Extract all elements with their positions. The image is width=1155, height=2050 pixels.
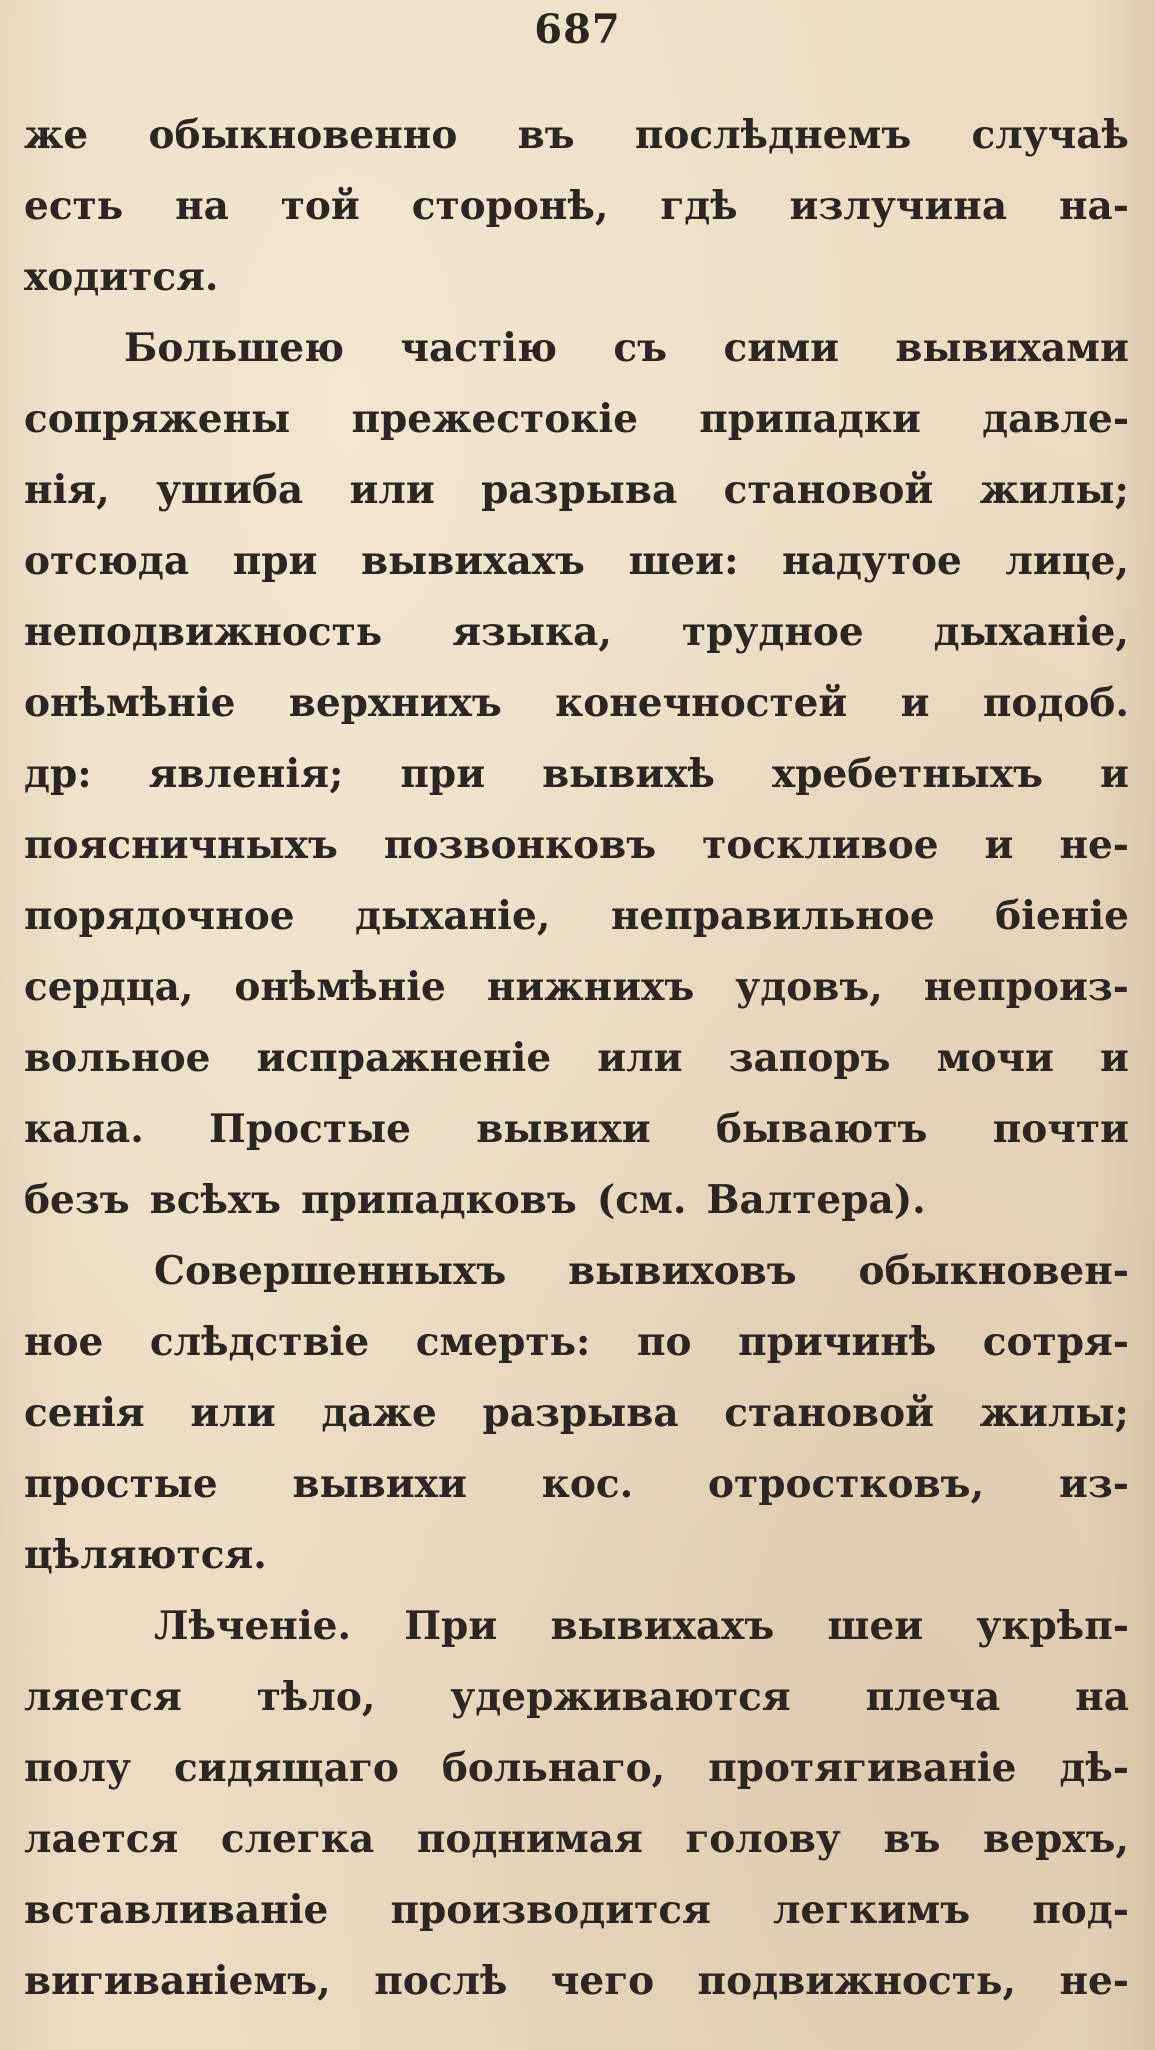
line-word: конечностей bbox=[555, 680, 848, 726]
line-word: по bbox=[636, 1319, 692, 1365]
line-word: безъ bbox=[24, 1177, 130, 1223]
line-word: припадковъ bbox=[301, 1177, 577, 1223]
line-word: сердца, bbox=[24, 964, 194, 1010]
line-word: онѣмѣніе bbox=[24, 680, 236, 726]
line-word: др: bbox=[24, 751, 92, 797]
line-word: вывихи bbox=[292, 1461, 467, 1507]
line-word: или bbox=[190, 1390, 276, 1436]
line-word: голову bbox=[685, 1816, 841, 1862]
line-word: лице, bbox=[1005, 538, 1129, 584]
line-word: кала. bbox=[24, 1106, 144, 1152]
line-word: обыкновен- bbox=[858, 1248, 1129, 1294]
line-word: отсюда bbox=[24, 538, 190, 584]
line-word: тоскливое bbox=[702, 822, 939, 868]
line-word: вывихахъ bbox=[550, 1603, 775, 1649]
line-word: из- bbox=[1058, 1461, 1129, 1507]
line-word: лается bbox=[24, 1816, 179, 1862]
line-word: поясничныхъ bbox=[24, 822, 338, 868]
text-line bbox=[24, 1449, 1129, 1520]
text-line bbox=[24, 1520, 1129, 1591]
text-line bbox=[24, 1094, 1129, 1165]
line-word: вывиховъ bbox=[568, 1248, 797, 1294]
line-word: дѣ- bbox=[1059, 1745, 1129, 1791]
line-text: цѣляются. bbox=[24, 1532, 267, 1578]
line-word: запоръ bbox=[728, 1035, 891, 1081]
line-word: послѣ bbox=[374, 1958, 508, 2004]
line-word: въ bbox=[517, 112, 575, 158]
text-line bbox=[24, 1875, 1129, 1946]
line-word: удерживаются bbox=[450, 1674, 791, 1720]
line-word: смерть: bbox=[415, 1319, 591, 1365]
line-word: Валтера). bbox=[706, 1177, 926, 1223]
line-word: есть bbox=[24, 183, 124, 229]
text-line bbox=[24, 100, 1129, 171]
body-text bbox=[24, 100, 1129, 2017]
line-word: при bbox=[232, 538, 318, 584]
line-word: нижнихъ bbox=[486, 964, 695, 1010]
text-line bbox=[24, 881, 1129, 952]
text-line bbox=[24, 1662, 1129, 1733]
line-word: разрыва bbox=[482, 1390, 679, 1436]
line-word: на- bbox=[1058, 183, 1129, 229]
text-line bbox=[24, 952, 1129, 1023]
line-word: вывихи bbox=[476, 1106, 651, 1152]
line-word: припадки bbox=[699, 396, 921, 442]
line-word: верхъ, bbox=[983, 1816, 1129, 1862]
text-line bbox=[24, 1946, 1129, 2017]
line-word: кос. bbox=[541, 1461, 634, 1507]
text-line bbox=[24, 1591, 1129, 1662]
line-word: больнаго, bbox=[441, 1745, 666, 1791]
line-word: верхнихъ bbox=[288, 680, 502, 726]
line-word: жилы; bbox=[979, 1390, 1129, 1436]
line-word: ушиба bbox=[156, 467, 304, 513]
line-word: и bbox=[1100, 1035, 1129, 1081]
line-word: дыханіе, bbox=[933, 609, 1129, 655]
line-word: вставливаніе bbox=[24, 1887, 329, 1933]
line-word: поднимая bbox=[416, 1816, 643, 1862]
line-word: подоб. bbox=[982, 680, 1129, 726]
line-word: разрыва bbox=[481, 467, 678, 513]
line-word: надутое bbox=[782, 538, 962, 584]
line-word: излучина bbox=[789, 183, 1008, 229]
line-word: тѣло, bbox=[256, 1674, 376, 1720]
line-word: полу bbox=[24, 1745, 132, 1791]
line-word: чего bbox=[550, 1958, 655, 2004]
line-word: сопряжены bbox=[24, 396, 291, 442]
line-word: отростковъ, bbox=[708, 1461, 985, 1507]
page-number: 687 bbox=[534, 6, 621, 53]
text-line bbox=[24, 1023, 1129, 1094]
line-word: съ bbox=[613, 325, 668, 371]
line-word: на bbox=[175, 183, 229, 229]
line-word: сторонѣ, bbox=[411, 183, 609, 229]
line-word: случаѣ bbox=[971, 112, 1129, 158]
line-word: ляется bbox=[24, 1674, 182, 1720]
text-line bbox=[24, 739, 1129, 810]
line-word: же bbox=[24, 112, 89, 158]
line-word: послѣднемъ bbox=[634, 112, 912, 158]
line-word: вольное bbox=[24, 1035, 211, 1081]
text-line bbox=[24, 1165, 1129, 1236]
line-word: легкимъ bbox=[773, 1887, 971, 1933]
line-word: сенія bbox=[24, 1390, 145, 1436]
text-line bbox=[24, 1804, 1129, 1875]
line-word: укрѣп- bbox=[976, 1603, 1129, 1649]
text-line bbox=[24, 1733, 1129, 1804]
line-word: даже bbox=[321, 1390, 437, 1436]
text-line bbox=[24, 242, 1129, 313]
text-line bbox=[24, 1236, 1129, 1307]
line-word: неподвижность bbox=[24, 609, 383, 655]
line-word: неправильное bbox=[610, 893, 935, 939]
line-word: біеніе bbox=[995, 893, 1129, 939]
line-word: ное bbox=[24, 1319, 104, 1365]
text-line bbox=[24, 810, 1129, 881]
line-word: и bbox=[984, 822, 1014, 868]
line-word: при bbox=[400, 751, 486, 797]
line-word: непроиз- bbox=[923, 964, 1129, 1010]
line-word: становой bbox=[724, 1390, 935, 1436]
line-word: хребетныхъ bbox=[771, 751, 1044, 797]
line-word: вывихѣ bbox=[542, 751, 715, 797]
line-word: При bbox=[404, 1603, 498, 1649]
line-word: слѣдствіе bbox=[149, 1319, 370, 1365]
line-word: или bbox=[349, 467, 435, 513]
line-text: ходится. bbox=[24, 254, 219, 300]
line-word: всѣхъ bbox=[149, 1177, 282, 1223]
line-word: (см. bbox=[596, 1177, 687, 1223]
line-word: шеи: bbox=[628, 538, 739, 584]
line-word: явленія; bbox=[148, 751, 344, 797]
line-word: простые bbox=[24, 1461, 218, 1507]
line-word: обыкновенно bbox=[148, 112, 458, 158]
line-word: порядочное bbox=[24, 893, 295, 939]
line-word: позвонковъ bbox=[383, 822, 657, 868]
line-word: почти bbox=[992, 1106, 1129, 1152]
line-word: мочи bbox=[936, 1035, 1054, 1081]
line-word: Лѣченіе. bbox=[154, 1603, 352, 1649]
line-word: вигиваніемъ, bbox=[24, 1958, 331, 2004]
line-word: трудное bbox=[681, 609, 864, 655]
line-word: испражненіе bbox=[256, 1035, 552, 1081]
line-word: плеча bbox=[865, 1674, 1001, 1720]
line-word: и bbox=[900, 680, 930, 726]
line-word: удовъ, bbox=[735, 964, 883, 1010]
line-word: вывихами bbox=[895, 325, 1129, 371]
text-line bbox=[24, 455, 1129, 526]
line-word: Большею bbox=[124, 325, 345, 371]
line-word: подвижность, bbox=[697, 1958, 1017, 2004]
line-word: вывихахъ bbox=[361, 538, 585, 584]
line-word: шеи bbox=[827, 1603, 924, 1649]
text-line bbox=[24, 1307, 1129, 1378]
line-word: или bbox=[597, 1035, 683, 1081]
line-word: онѣмѣніе bbox=[234, 964, 446, 1010]
line-word: сидящаго bbox=[174, 1745, 399, 1791]
line-word: Совершенныхъ bbox=[154, 1248, 507, 1294]
text-line bbox=[24, 384, 1129, 455]
line-word: бываютъ bbox=[715, 1106, 928, 1152]
line-word: той bbox=[280, 183, 360, 229]
line-word: жилы; bbox=[979, 467, 1129, 513]
line-word: на bbox=[1075, 1674, 1129, 1720]
text-line bbox=[24, 597, 1129, 668]
text-line bbox=[24, 526, 1129, 597]
text-line bbox=[24, 171, 1129, 242]
line-word: сотря- bbox=[982, 1319, 1129, 1365]
line-word: давле- bbox=[982, 396, 1129, 442]
line-word: слегка bbox=[220, 1816, 375, 1862]
line-word: протягиваніе bbox=[708, 1745, 1017, 1791]
line-word: под- bbox=[1032, 1887, 1129, 1933]
line-word: нія, bbox=[24, 467, 110, 513]
line-word: гдѣ bbox=[660, 183, 738, 229]
text-line bbox=[24, 668, 1129, 739]
line-word: языка, bbox=[452, 609, 612, 655]
line-word: производится bbox=[390, 1887, 711, 1933]
line-word: становой bbox=[723, 467, 934, 513]
line-word: дыханіе, bbox=[355, 893, 551, 939]
line-word: частію bbox=[400, 325, 557, 371]
line-word: причинѣ bbox=[738, 1319, 937, 1365]
text-line bbox=[24, 1378, 1129, 1449]
line-word: сими bbox=[723, 325, 839, 371]
line-word: не- bbox=[1059, 1958, 1129, 2004]
line-word: прежестокіе bbox=[351, 396, 639, 442]
line-word: Простые bbox=[209, 1106, 411, 1152]
line-word: и bbox=[1100, 751, 1129, 797]
text-line bbox=[24, 313, 1129, 384]
line-word: не- bbox=[1059, 822, 1129, 868]
line-word: въ bbox=[883, 1816, 941, 1862]
